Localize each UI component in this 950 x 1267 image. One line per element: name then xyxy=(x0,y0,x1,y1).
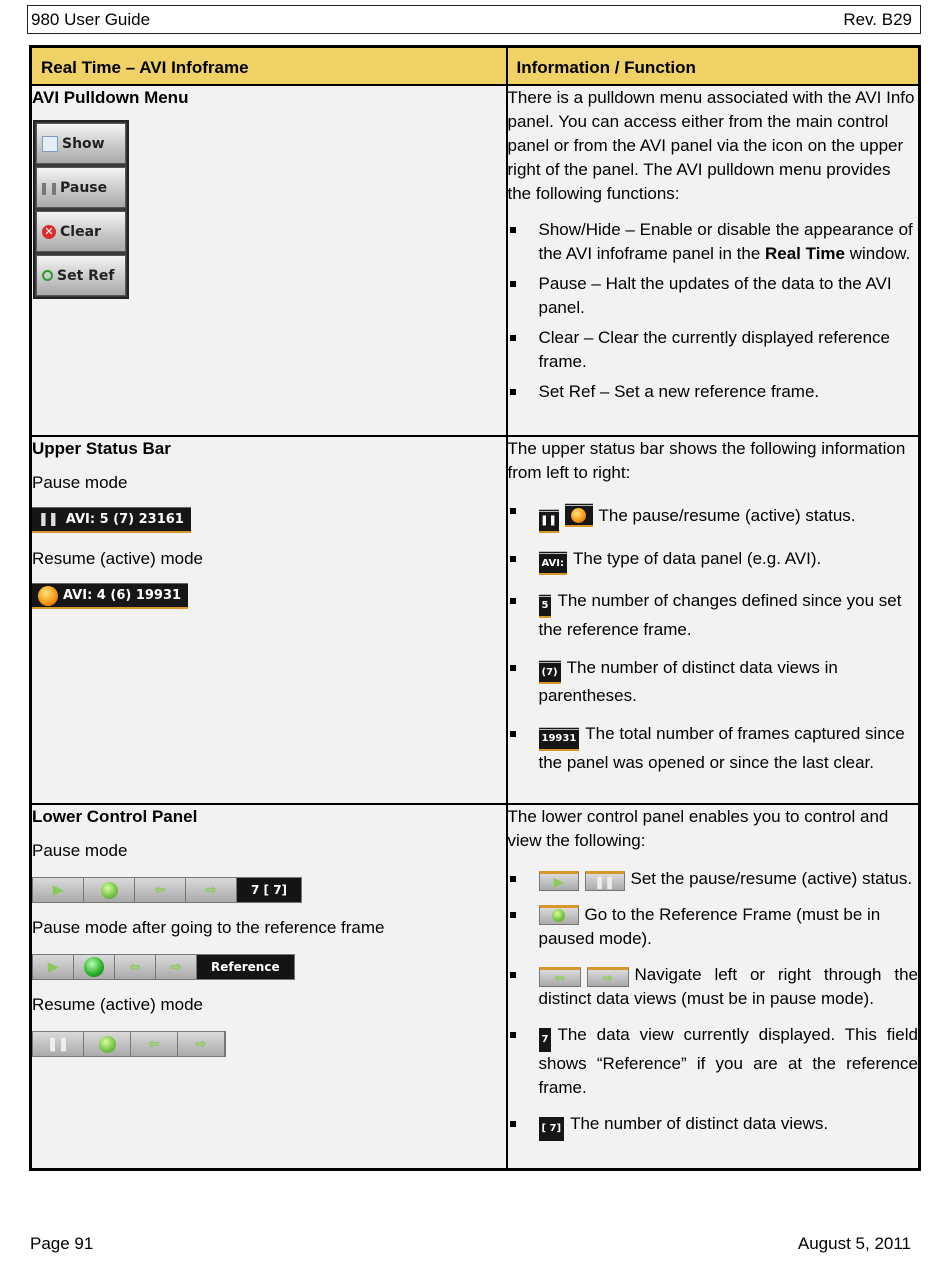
list-item-text: Show/Hide – Enable or disable the appearance of the AVI infoframe panel in the xyxy=(538,220,913,263)
active-orb-icon xyxy=(38,586,58,606)
menu-item-label: Set Ref xyxy=(57,267,115,284)
control-list xyxy=(508,867,919,1141)
list-item xyxy=(508,963,919,1011)
row-pulldown-left xyxy=(31,85,507,436)
list-item xyxy=(508,1112,919,1141)
row-status-left xyxy=(31,436,507,804)
list-item xyxy=(508,547,919,576)
show-icon xyxy=(42,136,58,152)
play-button[interactable]: ▶ xyxy=(33,955,74,979)
status-bar-pause xyxy=(32,507,191,533)
avi-infoframe-table xyxy=(29,45,921,1171)
description-text: The upper status bar shows the following information from left to right: xyxy=(507,439,906,482)
list-item-text: The data view currently displayed. This field shows “Reference” if you are at the reference frame. xyxy=(538,1025,918,1097)
control-bar-resume xyxy=(32,1031,226,1057)
list-item xyxy=(508,656,919,709)
list-item xyxy=(508,1023,919,1100)
table-header-row xyxy=(31,47,920,86)
list-item xyxy=(508,589,919,642)
list-item-text: Navigate left or right through the distinct data views (must be in pause mode). xyxy=(538,965,918,1008)
list-item: Set Ref – Set a new reference frame. xyxy=(508,380,919,404)
description-text: The lower control panel enables you to control and view the following: xyxy=(507,807,889,850)
list-item-text: Go to the Reference Frame (must be in paused mode). xyxy=(538,905,881,948)
control-bar-pause xyxy=(32,877,302,903)
menu-item-label: Pause xyxy=(60,179,108,196)
view-display: Reference xyxy=(197,955,294,979)
views-total-icon: [ 7] xyxy=(539,1117,565,1141)
list-item-text: The type of data panel (e.g. AVI). xyxy=(573,548,822,568)
set-ref-icon xyxy=(42,270,53,281)
reference-button[interactable] xyxy=(84,878,135,902)
menu-item-show[interactable] xyxy=(36,123,126,164)
pause-icon: ❚❚ xyxy=(38,511,58,527)
right-arrow-button[interactable]: ⇨ xyxy=(156,955,197,979)
header-revision: Rev. B29 xyxy=(843,9,912,29)
reference-icon xyxy=(539,905,579,925)
mode-label: Pause mode xyxy=(32,473,128,492)
mode-label: Resume (active) mode xyxy=(32,995,204,1014)
pause-icon: ❚❚ xyxy=(38,180,60,195)
column-header-feature: Real Time – AVI Infoframe xyxy=(31,47,507,86)
mode-label: Pause mode xyxy=(32,841,128,860)
table-row xyxy=(31,436,920,804)
list-item: Pause – Halt the updates of the data to the AVI panel. xyxy=(508,272,919,320)
reference-button[interactable] xyxy=(74,955,115,979)
page-header xyxy=(27,5,921,34)
menu-item-label: Show xyxy=(62,135,105,152)
row-title: AVI Pulldown Menu xyxy=(32,88,189,107)
left-arrow-button[interactable]: ⇦ xyxy=(131,1032,178,1056)
list-item-text: The number of distinct data views. xyxy=(570,1114,829,1133)
views-count-icon: (7) xyxy=(539,660,561,684)
row-control-right xyxy=(507,804,920,1169)
mode-label: Pause mode after going to the reference frame xyxy=(32,918,385,937)
row-pulldown-right xyxy=(507,85,920,436)
list-item xyxy=(508,903,919,951)
description-text: There is a pulldown menu associated with the AVI Info panel. You can access either from the main control panel or from the AVI panel via the icon on the upper right of the panel. The AVI pulldown menu provides the following functions: xyxy=(507,88,915,203)
list-item-text: The number of distinct data views in parentheses. xyxy=(538,657,838,705)
frames-count-icon: 19931 xyxy=(539,727,580,751)
page-date: August 5, 2011 xyxy=(797,1234,911,1253)
avi-pulldown-menu xyxy=(33,120,129,299)
pause-icon: ❚❚ xyxy=(585,871,625,891)
function-list xyxy=(508,218,919,404)
clear-icon: ✕ xyxy=(42,225,56,239)
pause-status-icon: ❚❚ xyxy=(539,509,559,533)
row-title: Upper Status Bar xyxy=(32,439,171,458)
row-control-left xyxy=(31,804,507,1169)
menu-item-set-ref[interactable] xyxy=(36,255,126,296)
list-item xyxy=(508,218,919,266)
right-arrow-button[interactable]: ⇨ xyxy=(186,878,237,902)
right-arrow-button[interactable]: ⇨ xyxy=(178,1032,225,1056)
list-item-text: The total number of frames captured since the panel was opened or since the last clear. xyxy=(538,724,905,772)
right-arrow-icon: ⇨ xyxy=(587,967,629,987)
resume-status-icon xyxy=(565,503,593,527)
menu-item-label: Clear xyxy=(60,223,101,240)
list-item-text: The number of changes defined since you set the reference frame. xyxy=(538,591,902,639)
column-header-function: Information / Function xyxy=(507,47,920,86)
list-item-text: The pause/resume (active) status. xyxy=(598,506,856,525)
play-button[interactable]: ▶ xyxy=(33,878,84,902)
status-bar-text: AVI: 4 (6) 19931 xyxy=(63,587,182,603)
left-arrow-button[interactable]: ⇦ xyxy=(135,878,186,902)
table-row xyxy=(31,85,920,436)
status-list xyxy=(508,499,919,775)
list-item: Clear – Clear the currently displayed reference frame. xyxy=(508,326,919,374)
list-item-bold: Real Time xyxy=(765,244,846,263)
reference-button[interactable] xyxy=(84,1032,131,1056)
mode-label: Resume (active) mode xyxy=(32,549,204,568)
list-item xyxy=(508,722,919,775)
left-arrow-button[interactable]: ⇦ xyxy=(115,955,156,979)
row-title: Lower Control Panel xyxy=(32,807,198,826)
page-number: Page 91 xyxy=(30,1234,94,1253)
status-bar-resume xyxy=(32,583,188,609)
list-item xyxy=(508,867,919,891)
left-arrow-icon: ⇦ xyxy=(539,967,581,987)
control-bar-reference xyxy=(32,954,295,980)
pause-button[interactable]: ❚❚ xyxy=(33,1032,84,1056)
play-icon: ▶ xyxy=(539,871,579,891)
menu-item-clear[interactable] xyxy=(36,211,126,252)
row-status-right xyxy=(507,436,920,804)
list-item-text: window. xyxy=(845,244,911,263)
list-item xyxy=(508,499,919,533)
table-row xyxy=(31,804,920,1169)
panel-type-icon: AVI: xyxy=(539,551,568,575)
status-bar-text: AVI: 5 (7) 23161 xyxy=(65,511,184,527)
view-display: 7 [ 7] xyxy=(237,878,301,902)
menu-item-pause[interactable] xyxy=(36,167,126,208)
changes-count-icon: 5 xyxy=(539,594,552,618)
header-doc-title: 980 User Guide xyxy=(31,9,151,29)
list-item-text: Set the pause/resume (active) status. xyxy=(630,869,913,888)
current-view-icon: 7 xyxy=(539,1028,552,1052)
